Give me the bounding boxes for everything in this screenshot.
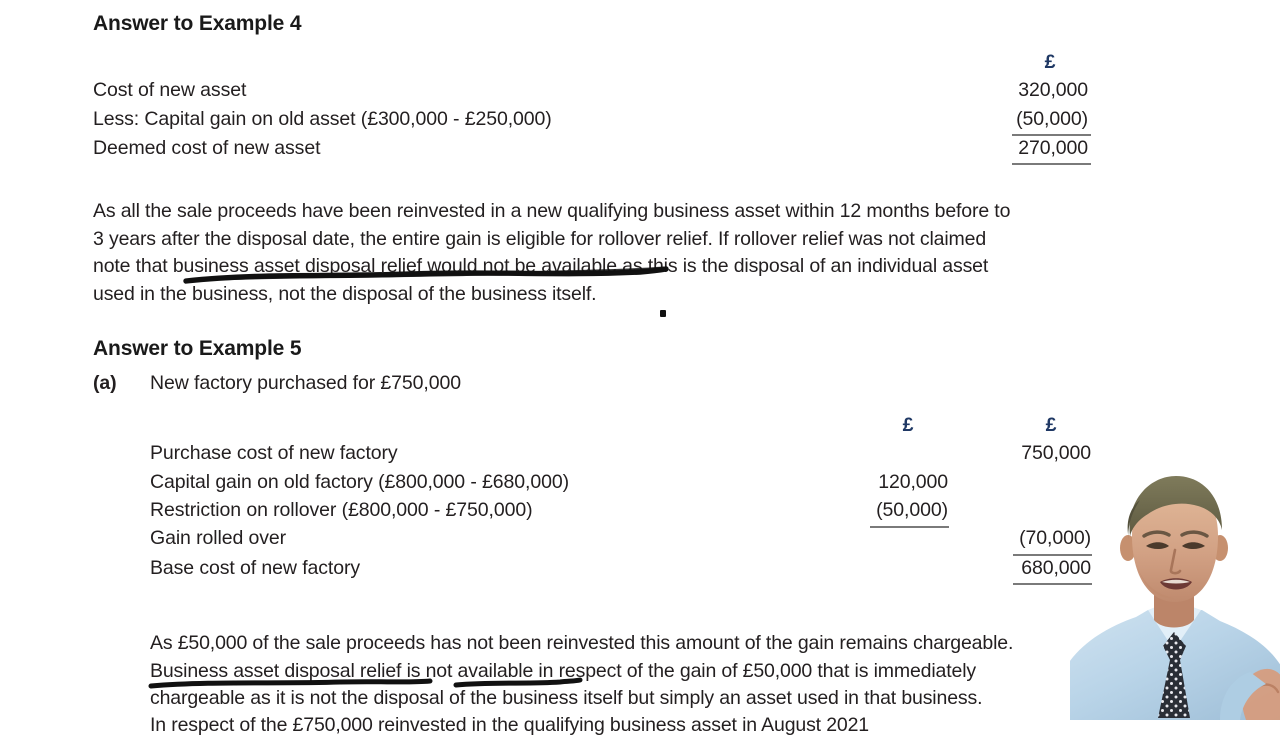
example5-col2-subtotal-rule <box>1013 554 1092 556</box>
example4-paragraph-line-2: note that business asset disposal relief would not be available as this is the disposal of an individual asset <box>93 255 989 278</box>
example4-row-value-0: 320,000 <box>1018 79 1088 101</box>
example5-paragraph-line-2: chargeable as it is not the disposal of the business itself but simply an asset used in that business. <box>150 687 983 710</box>
pen-dot-icon <box>660 310 666 317</box>
presenter-hair <box>1130 476 1222 536</box>
example4-row-label-0: Cost of new asset <box>93 79 247 101</box>
example5-row-col1-1: 120,000 <box>878 471 948 493</box>
example5-row-label-3: Gain rolled over <box>150 527 287 549</box>
example5-part-label: (a) <box>93 372 117 394</box>
example4-row-label-1: Less: Capital gain on old asset (£300,000 - £250,000) <box>93 108 552 130</box>
presenter-hand <box>1242 669 1280 720</box>
example5-row-col1-2: (50,000) <box>876 499 948 521</box>
example4-paragraph-line-3: used in the business, not the disposal of the business itself. <box>93 282 597 305</box>
example4-subtotal-rule <box>1012 134 1091 136</box>
example5-row-label-0: Purchase cost of new factory <box>150 442 398 464</box>
example5-paragraph <box>150 630 1110 713</box>
example4-total-rule <box>1012 163 1091 165</box>
example4-row-label-2: Deemed cost of new asset <box>93 137 321 159</box>
example5-paragraph-line-0: As £50,000 of the sale proceeds has not been reinvested this amount of the gain remains chargeable. <box>150 632 1014 654</box>
presenter-collar <box>1148 606 1201 650</box>
example5-currency-header-col2: £ <box>1045 414 1057 436</box>
example5-row-label-1: Capital gain on old factory (£800,000 - £680,000) <box>150 471 569 493</box>
example5-row-label-2: Restriction on rollover (£800,000 - £750,000) <box>150 499 533 521</box>
example5-col1-total-rule <box>870 526 949 528</box>
example5-part-text: New factory purchased for £750,000 <box>150 372 461 394</box>
example4-row-value-1: (50,000) <box>1016 108 1088 130</box>
example5-paragraph-cutoff-line: In respect of the £750,000 reinvested in the qualifying business asset in August 2021 <box>150 714 869 736</box>
example4-row-value-2: 270,000 <box>1018 137 1088 159</box>
example5-row-col2-0: 750,000 <box>1021 442 1091 464</box>
presenter-sleeve <box>1220 672 1266 720</box>
example5-col2-total-rule <box>1013 583 1092 585</box>
example4-currency-header: £ <box>1044 51 1056 73</box>
example4-paragraph-line-1: 3 years after the disposal date, the entire gain is eligible for rollover relief. If rollover relief was not claimed <box>93 227 987 250</box>
example5-row-col2-4: 680,000 <box>1021 557 1091 579</box>
example4-paragraph-line-0: As all the sale proceeds have been reinvested in a new qualifying business asset within 12 months before to <box>93 200 1011 222</box>
presenter-face <box>1132 480 1218 602</box>
example5-paragraph-cutoff <box>150 712 1110 736</box>
example4-heading: Answer to Example 4 <box>93 12 302 35</box>
example5-heading: Answer to Example 5 <box>93 337 302 360</box>
presenter-tie <box>1158 632 1190 718</box>
example5-row-label-4: Base cost of new factory <box>150 557 361 579</box>
presenter-neck <box>1154 586 1194 628</box>
example5-currency-header-col1: £ <box>902 414 914 436</box>
example5-paragraph-line-1: Business asset disposal relief is not available in respect of the gain of £50,000 that is immediately <box>150 659 976 682</box>
example5-row-col2-3: (70,000) <box>1019 527 1091 549</box>
example4-paragraph <box>93 198 1103 308</box>
